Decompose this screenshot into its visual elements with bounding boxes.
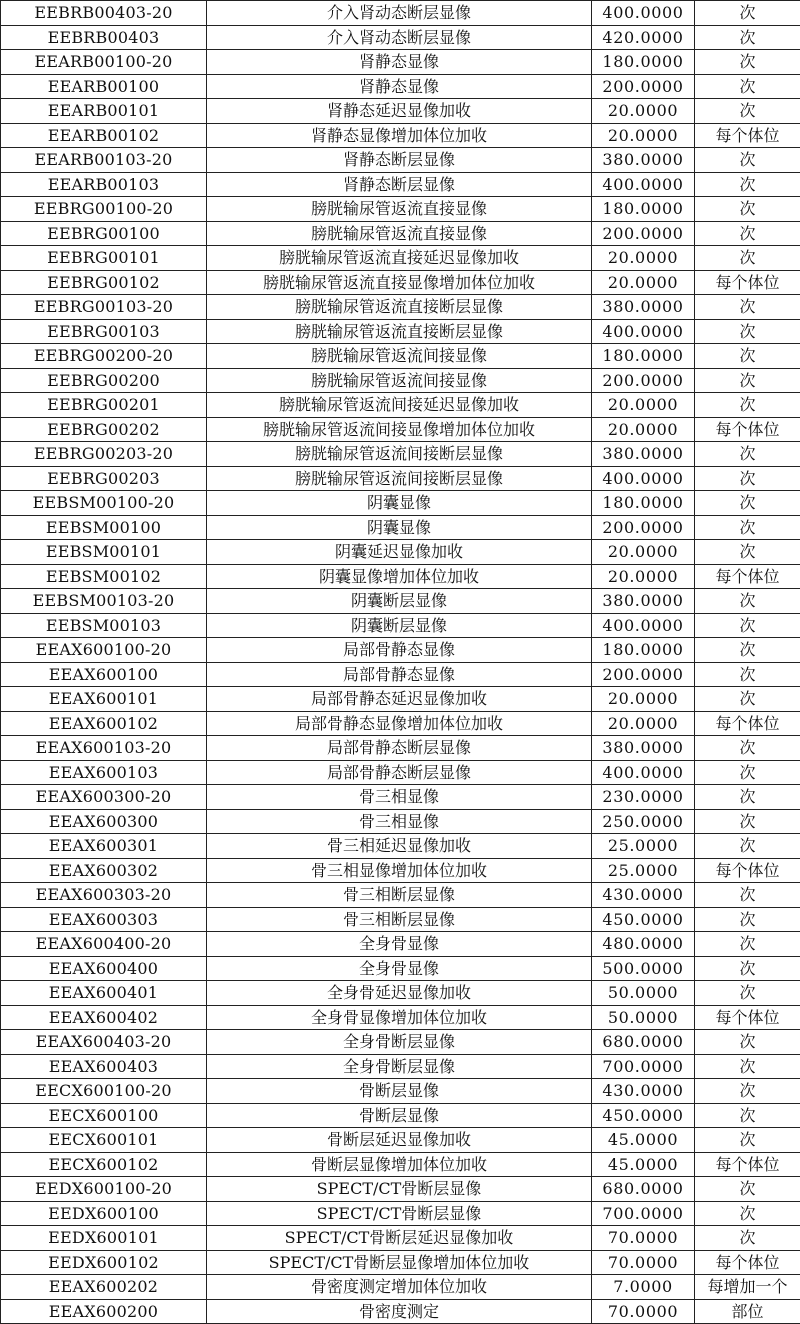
item-code-cell: EEARB00102: [1, 123, 207, 148]
item-price-cell: 45.0000: [592, 1128, 695, 1153]
item-unit-cell: 次: [695, 1030, 800, 1055]
table-row: [1, 1054, 800, 1079]
item-price-cell: 50.0000: [592, 981, 695, 1006]
item-name-cell: 局部骨静态断层显像: [207, 760, 592, 785]
item-code-cell: EEBSM00103: [1, 613, 207, 638]
item-price-cell: 20.0000: [592, 540, 695, 565]
item-price-cell: 420.0000: [592, 25, 695, 50]
item-price-cell: 680.0000: [592, 1030, 695, 1055]
item-unit-cell: 次: [695, 246, 800, 271]
item-name-cell: 肾静态断层显像: [207, 172, 592, 197]
item-price-cell: 380.0000: [592, 442, 695, 467]
table-row: [1, 956, 800, 981]
item-code-cell: EECX600102: [1, 1152, 207, 1177]
item-code-cell: EEAX600103-20: [1, 736, 207, 761]
table-row: [1, 1030, 800, 1055]
item-name-cell: 膀胱输尿管返流直接显像: [207, 197, 592, 222]
item-code-cell: EEBRG00100: [1, 221, 207, 246]
item-price-cell: 200.0000: [592, 368, 695, 393]
item-code-cell: EEBSM00103-20: [1, 589, 207, 614]
item-unit-cell: 次: [695, 442, 800, 467]
item-name-cell: 阴囊延迟显像加收: [207, 540, 592, 565]
item-unit-cell: 次: [695, 981, 800, 1006]
item-price-cell: 700.0000: [592, 1201, 695, 1226]
item-code-cell: EEBRG00203: [1, 466, 207, 491]
item-unit-cell: 次: [695, 1, 800, 26]
item-price-cell: 400.0000: [592, 172, 695, 197]
item-price-cell: 500.0000: [592, 956, 695, 981]
table-row: [1, 1128, 800, 1153]
table-row: [1, 540, 800, 565]
item-name-cell: 局部骨静态延迟显像加收: [207, 687, 592, 712]
item-name-cell: 阴囊显像: [207, 515, 592, 540]
item-unit-cell: 次: [695, 760, 800, 785]
item-unit-cell: 次: [695, 1226, 800, 1251]
item-price-cell: 20.0000: [592, 417, 695, 442]
item-code-cell: EEAX600100-20: [1, 638, 207, 663]
item-price-cell: 200.0000: [592, 74, 695, 99]
item-code-cell: EEAX600202: [1, 1275, 207, 1300]
item-code-cell: EEBRG00203-20: [1, 442, 207, 467]
item-name-cell: 骨三相延迟显像加收: [207, 834, 592, 859]
item-code-cell: EEBSM00100-20: [1, 491, 207, 516]
item-code-cell: EEBRG00200-20: [1, 344, 207, 369]
item-code-cell: EEBRG00201: [1, 393, 207, 418]
item-name-cell: 膀胱输尿管返流间接延迟显像加收: [207, 393, 592, 418]
item-name-cell: 骨断层显像增加体位加收: [207, 1152, 592, 1177]
table-row: [1, 564, 800, 589]
item-code-cell: EEDX600100-20: [1, 1177, 207, 1202]
item-unit-cell: 次: [695, 736, 800, 761]
item-unit-cell: 次: [695, 221, 800, 246]
item-price-cell: 700.0000: [592, 1054, 695, 1079]
item-price-cell: 400.0000: [592, 319, 695, 344]
item-unit-cell: 次: [695, 25, 800, 50]
item-name-cell: 全身骨断层显像: [207, 1054, 592, 1079]
item-price-cell: 380.0000: [592, 736, 695, 761]
item-code-cell: EEARB00103-20: [1, 148, 207, 173]
table-row: [1, 148, 800, 173]
table-row: [1, 638, 800, 663]
item-name-cell: 肾静态显像增加体位加收: [207, 123, 592, 148]
item-name-cell: 膀胱输尿管返流直接显像: [207, 221, 592, 246]
item-unit-cell: 次: [695, 883, 800, 908]
table-row: [1, 1250, 800, 1275]
item-name-cell: 全身骨延迟显像加收: [207, 981, 592, 1006]
item-price-cell: 20.0000: [592, 687, 695, 712]
item-name-cell: 膀胱输尿管返流直接显像增加体位加收: [207, 270, 592, 295]
item-price-cell: 380.0000: [592, 148, 695, 173]
table-row: [1, 809, 800, 834]
item-unit-cell: 次: [695, 589, 800, 614]
item-unit-cell: 次: [695, 613, 800, 638]
item-name-cell: 膀胱输尿管返流间接断层显像: [207, 442, 592, 467]
item-code-cell: EEAX600103: [1, 760, 207, 785]
table-row: [1, 1005, 800, 1030]
item-code-cell: EEBRG00101: [1, 246, 207, 271]
table-row: [1, 785, 800, 810]
table-row: [1, 442, 800, 467]
item-unit-cell: 次: [695, 809, 800, 834]
item-code-cell: EEDX600100: [1, 1201, 207, 1226]
item-name-cell: 膀胱输尿管返流间接断层显像: [207, 466, 592, 491]
item-price-cell: 430.0000: [592, 1079, 695, 1104]
item-code-cell: EEBRB00403-20: [1, 1, 207, 26]
item-name-cell: 局部骨静态显像: [207, 662, 592, 687]
item-unit-cell: 次: [695, 1054, 800, 1079]
item-name-cell: SPECT/CT骨断层显像增加体位加收: [207, 1250, 592, 1275]
item-price-cell: 50.0000: [592, 1005, 695, 1030]
table-row: [1, 1152, 800, 1177]
table-row: [1, 393, 800, 418]
item-name-cell: 介入肾动态断层显像: [207, 25, 592, 50]
item-unit-cell: 次: [695, 1177, 800, 1202]
table-row: [1, 883, 800, 908]
item-price-cell: 180.0000: [592, 344, 695, 369]
item-name-cell: SPECT/CT骨断层显像: [207, 1201, 592, 1226]
table-row: [1, 711, 800, 736]
item-price-cell: 250.0000: [592, 809, 695, 834]
item-price-cell: 450.0000: [592, 1103, 695, 1128]
item-name-cell: 肾静态显像: [207, 50, 592, 75]
item-unit-cell: 次: [695, 344, 800, 369]
table-row: [1, 270, 800, 295]
table-row: [1, 417, 800, 442]
table-row: [1, 74, 800, 99]
item-price-cell: 380.0000: [592, 589, 695, 614]
table-row: [1, 981, 800, 1006]
item-name-cell: 局部骨静态断层显像: [207, 736, 592, 761]
table-body: [1, 1, 800, 1324]
item-price-cell: 7.0000: [592, 1275, 695, 1300]
item-price-cell: 380.0000: [592, 295, 695, 320]
item-code-cell: EEBSM00100: [1, 515, 207, 540]
table-row: [1, 736, 800, 761]
item-unit-cell: 每个体位: [695, 123, 800, 148]
item-unit-cell: 每个体位: [695, 1152, 800, 1177]
item-unit-cell: 次: [695, 638, 800, 663]
item-price-cell: 20.0000: [592, 564, 695, 589]
item-unit-cell: 次: [695, 50, 800, 75]
item-name-cell: 骨密度测定: [207, 1299, 592, 1324]
item-code-cell: EEBSM00102: [1, 564, 207, 589]
item-name-cell: 介入肾动态断层显像: [207, 1, 592, 26]
table-row: [1, 687, 800, 712]
item-unit-cell: 次: [695, 368, 800, 393]
item-name-cell: 骨三相断层显像: [207, 907, 592, 932]
item-price-cell: 20.0000: [592, 123, 695, 148]
table-row: [1, 589, 800, 614]
table-row: [1, 50, 800, 75]
item-name-cell: 骨三相断层显像: [207, 883, 592, 908]
item-name-cell: 全身骨显像: [207, 956, 592, 981]
item-name-cell: 骨断层显像: [207, 1103, 592, 1128]
item-code-cell: EEBRB00403: [1, 25, 207, 50]
table-row: [1, 932, 800, 957]
item-price-cell: 680.0000: [592, 1177, 695, 1202]
item-code-cell: EEAX600301: [1, 834, 207, 859]
table-row: [1, 858, 800, 883]
item-name-cell: 骨断层延迟显像加收: [207, 1128, 592, 1153]
item-name-cell: 全身骨显像: [207, 932, 592, 957]
item-unit-cell: 次: [695, 540, 800, 565]
table-row: [1, 1201, 800, 1226]
item-name-cell: 骨三相显像: [207, 809, 592, 834]
item-price-cell: 480.0000: [592, 932, 695, 957]
item-code-cell: EEAX600303: [1, 907, 207, 932]
item-unit-cell: 次: [695, 1103, 800, 1128]
item-code-cell: EEDX600102: [1, 1250, 207, 1275]
item-price-cell: 180.0000: [592, 50, 695, 75]
table-row: [1, 25, 800, 50]
item-name-cell: 局部骨静态显像: [207, 638, 592, 663]
item-name-cell: 局部骨静态显像增加体位加收: [207, 711, 592, 736]
item-unit-cell: 每增加一个: [695, 1275, 800, 1300]
item-unit-cell: 每个体位: [695, 858, 800, 883]
table-row: [1, 613, 800, 638]
item-code-cell: EEAX600101: [1, 687, 207, 712]
item-unit-cell: 次: [695, 1201, 800, 1226]
item-code-cell: EEAX600403: [1, 1054, 207, 1079]
table-row: [1, 662, 800, 687]
item-name-cell: 肾静态显像: [207, 74, 592, 99]
item-unit-cell: 部位: [695, 1299, 800, 1324]
item-name-cell: 膀胱输尿管返流间接显像: [207, 368, 592, 393]
table-row: [1, 1, 800, 26]
item-price-cell: 20.0000: [592, 270, 695, 295]
table-row: [1, 907, 800, 932]
item-name-cell: 阴囊断层显像: [207, 613, 592, 638]
item-price-cell: 45.0000: [592, 1152, 695, 1177]
item-name-cell: 阴囊断层显像: [207, 589, 592, 614]
table-row: [1, 1079, 800, 1104]
item-code-cell: EEAX600401: [1, 981, 207, 1006]
item-name-cell: 阴囊显像增加体位加收: [207, 564, 592, 589]
table-row: [1, 246, 800, 271]
item-unit-cell: 次: [695, 834, 800, 859]
item-price-cell: 400.0000: [592, 613, 695, 638]
item-code-cell: EEBSM00101: [1, 540, 207, 565]
item-code-cell: EECX600101: [1, 1128, 207, 1153]
item-code-cell: EEDX600101: [1, 1226, 207, 1251]
item-code-cell: EEAX600402: [1, 1005, 207, 1030]
item-code-cell: EEBRG00103: [1, 319, 207, 344]
item-unit-cell: 次: [695, 687, 800, 712]
item-price-cell: 20.0000: [592, 711, 695, 736]
item-code-cell: EEAX600102: [1, 711, 207, 736]
item-unit-cell: 次: [695, 99, 800, 124]
item-unit-cell: 次: [695, 932, 800, 957]
item-price-cell: 180.0000: [592, 197, 695, 222]
table-row: [1, 1299, 800, 1324]
item-code-cell: EEARB00100-20: [1, 50, 207, 75]
item-code-cell: EEAX600302: [1, 858, 207, 883]
item-price-cell: 70.0000: [592, 1250, 695, 1275]
item-unit-cell: 每个体位: [695, 711, 800, 736]
item-name-cell: 阴囊显像: [207, 491, 592, 516]
item-unit-cell: 次: [695, 319, 800, 344]
item-price-cell: 200.0000: [592, 221, 695, 246]
item-unit-cell: 次: [695, 956, 800, 981]
item-name-cell: 全身骨断层显像: [207, 1030, 592, 1055]
item-unit-cell: 每个体位: [695, 1250, 800, 1275]
item-unit-cell: 次: [695, 907, 800, 932]
item-code-cell: EEAX600300: [1, 809, 207, 834]
table-row: [1, 123, 800, 148]
table-row: [1, 1177, 800, 1202]
item-price-cell: 200.0000: [592, 662, 695, 687]
table-row: [1, 99, 800, 124]
item-code-cell: EEARB00100: [1, 74, 207, 99]
item-name-cell: 骨密度测定增加体位加收: [207, 1275, 592, 1300]
table-row: [1, 491, 800, 516]
table-row: [1, 319, 800, 344]
item-name-cell: 骨断层显像: [207, 1079, 592, 1104]
table-row: [1, 368, 800, 393]
item-name-cell: 肾静态断层显像: [207, 148, 592, 173]
table-row: [1, 295, 800, 320]
table-row: [1, 1275, 800, 1300]
item-price-cell: 25.0000: [592, 834, 695, 859]
item-name-cell: 膀胱输尿管返流间接显像: [207, 344, 592, 369]
item-code-cell: EEBRG00102: [1, 270, 207, 295]
item-code-cell: EEARB00101: [1, 99, 207, 124]
item-unit-cell: 每个体位: [695, 1005, 800, 1030]
table-row: [1, 197, 800, 222]
item-code-cell: EEBRG00103-20: [1, 295, 207, 320]
item-code-cell: EEBRG00100-20: [1, 197, 207, 222]
item-name-cell: 骨三相显像增加体位加收: [207, 858, 592, 883]
item-unit-cell: 次: [695, 393, 800, 418]
item-code-cell: EECX600100: [1, 1103, 207, 1128]
item-price-cell: 70.0000: [592, 1226, 695, 1251]
item-price-cell: 70.0000: [592, 1299, 695, 1324]
item-price-cell: 20.0000: [592, 393, 695, 418]
item-name-cell: 肾静态延迟显像加收: [207, 99, 592, 124]
item-name-cell: 膀胱输尿管返流直接断层显像: [207, 319, 592, 344]
item-unit-cell: 次: [695, 515, 800, 540]
item-code-cell: EEAX600403-20: [1, 1030, 207, 1055]
item-price-cell: 400.0000: [592, 1, 695, 26]
item-unit-cell: 次: [695, 491, 800, 516]
item-unit-cell: 次: [695, 172, 800, 197]
item-price-cell: 20.0000: [592, 246, 695, 271]
item-unit-cell: 次: [695, 148, 800, 173]
item-price-cell: 180.0000: [592, 638, 695, 663]
item-unit-cell: 每个体位: [695, 564, 800, 589]
item-unit-cell: 次: [695, 662, 800, 687]
item-unit-cell: 每个体位: [695, 417, 800, 442]
item-name-cell: 全身骨显像增加体位加收: [207, 1005, 592, 1030]
table-row: [1, 221, 800, 246]
item-name-cell: 膀胱输尿管返流直接延迟显像加收: [207, 246, 592, 271]
item-price-cell: 25.0000: [592, 858, 695, 883]
item-price-cell: 400.0000: [592, 466, 695, 491]
table-row: [1, 760, 800, 785]
item-name-cell: 骨三相显像: [207, 785, 592, 810]
item-price-cell: 230.0000: [592, 785, 695, 810]
item-unit-cell: 每个体位: [695, 270, 800, 295]
table-row: [1, 344, 800, 369]
item-code-cell: EEAX600300-20: [1, 785, 207, 810]
item-code-cell: EEAX600200: [1, 1299, 207, 1324]
item-price-cell: 20.0000: [592, 99, 695, 124]
item-price-cell: 200.0000: [592, 515, 695, 540]
item-unit-cell: 次: [695, 74, 800, 99]
item-code-cell: EEAX600100: [1, 662, 207, 687]
item-price-cell: 400.0000: [592, 760, 695, 785]
item-code-cell: EEAX600303-20: [1, 883, 207, 908]
item-unit-cell: 次: [695, 295, 800, 320]
item-code-cell: EEAX600400: [1, 956, 207, 981]
item-price-cell: 180.0000: [592, 491, 695, 516]
item-code-cell: EEARB00103: [1, 172, 207, 197]
item-name-cell: 膀胱输尿管返流直接断层显像: [207, 295, 592, 320]
item-code-cell: EEBRG00200: [1, 368, 207, 393]
item-unit-cell: 次: [695, 1079, 800, 1104]
item-code-cell: EEAX600400-20: [1, 932, 207, 957]
table-row: [1, 1103, 800, 1128]
table-row: [1, 834, 800, 859]
item-price-cell: 450.0000: [592, 907, 695, 932]
item-name-cell: 膀胱输尿管返流间接显像增加体位加收: [207, 417, 592, 442]
item-price-cell: 430.0000: [592, 883, 695, 908]
item-code-cell: EEBRG00202: [1, 417, 207, 442]
table-row: [1, 466, 800, 491]
table-row: [1, 515, 800, 540]
table-row: [1, 172, 800, 197]
item-unit-cell: 次: [695, 785, 800, 810]
item-name-cell: SPECT/CT骨断层延迟显像加收: [207, 1226, 592, 1251]
item-unit-cell: 次: [695, 1128, 800, 1153]
item-code-cell: EECX600100-20: [1, 1079, 207, 1104]
item-name-cell: SPECT/CT骨断层显像: [207, 1177, 592, 1202]
table-row: [1, 1226, 800, 1251]
item-unit-cell: 次: [695, 466, 800, 491]
item-unit-cell: 次: [695, 197, 800, 222]
